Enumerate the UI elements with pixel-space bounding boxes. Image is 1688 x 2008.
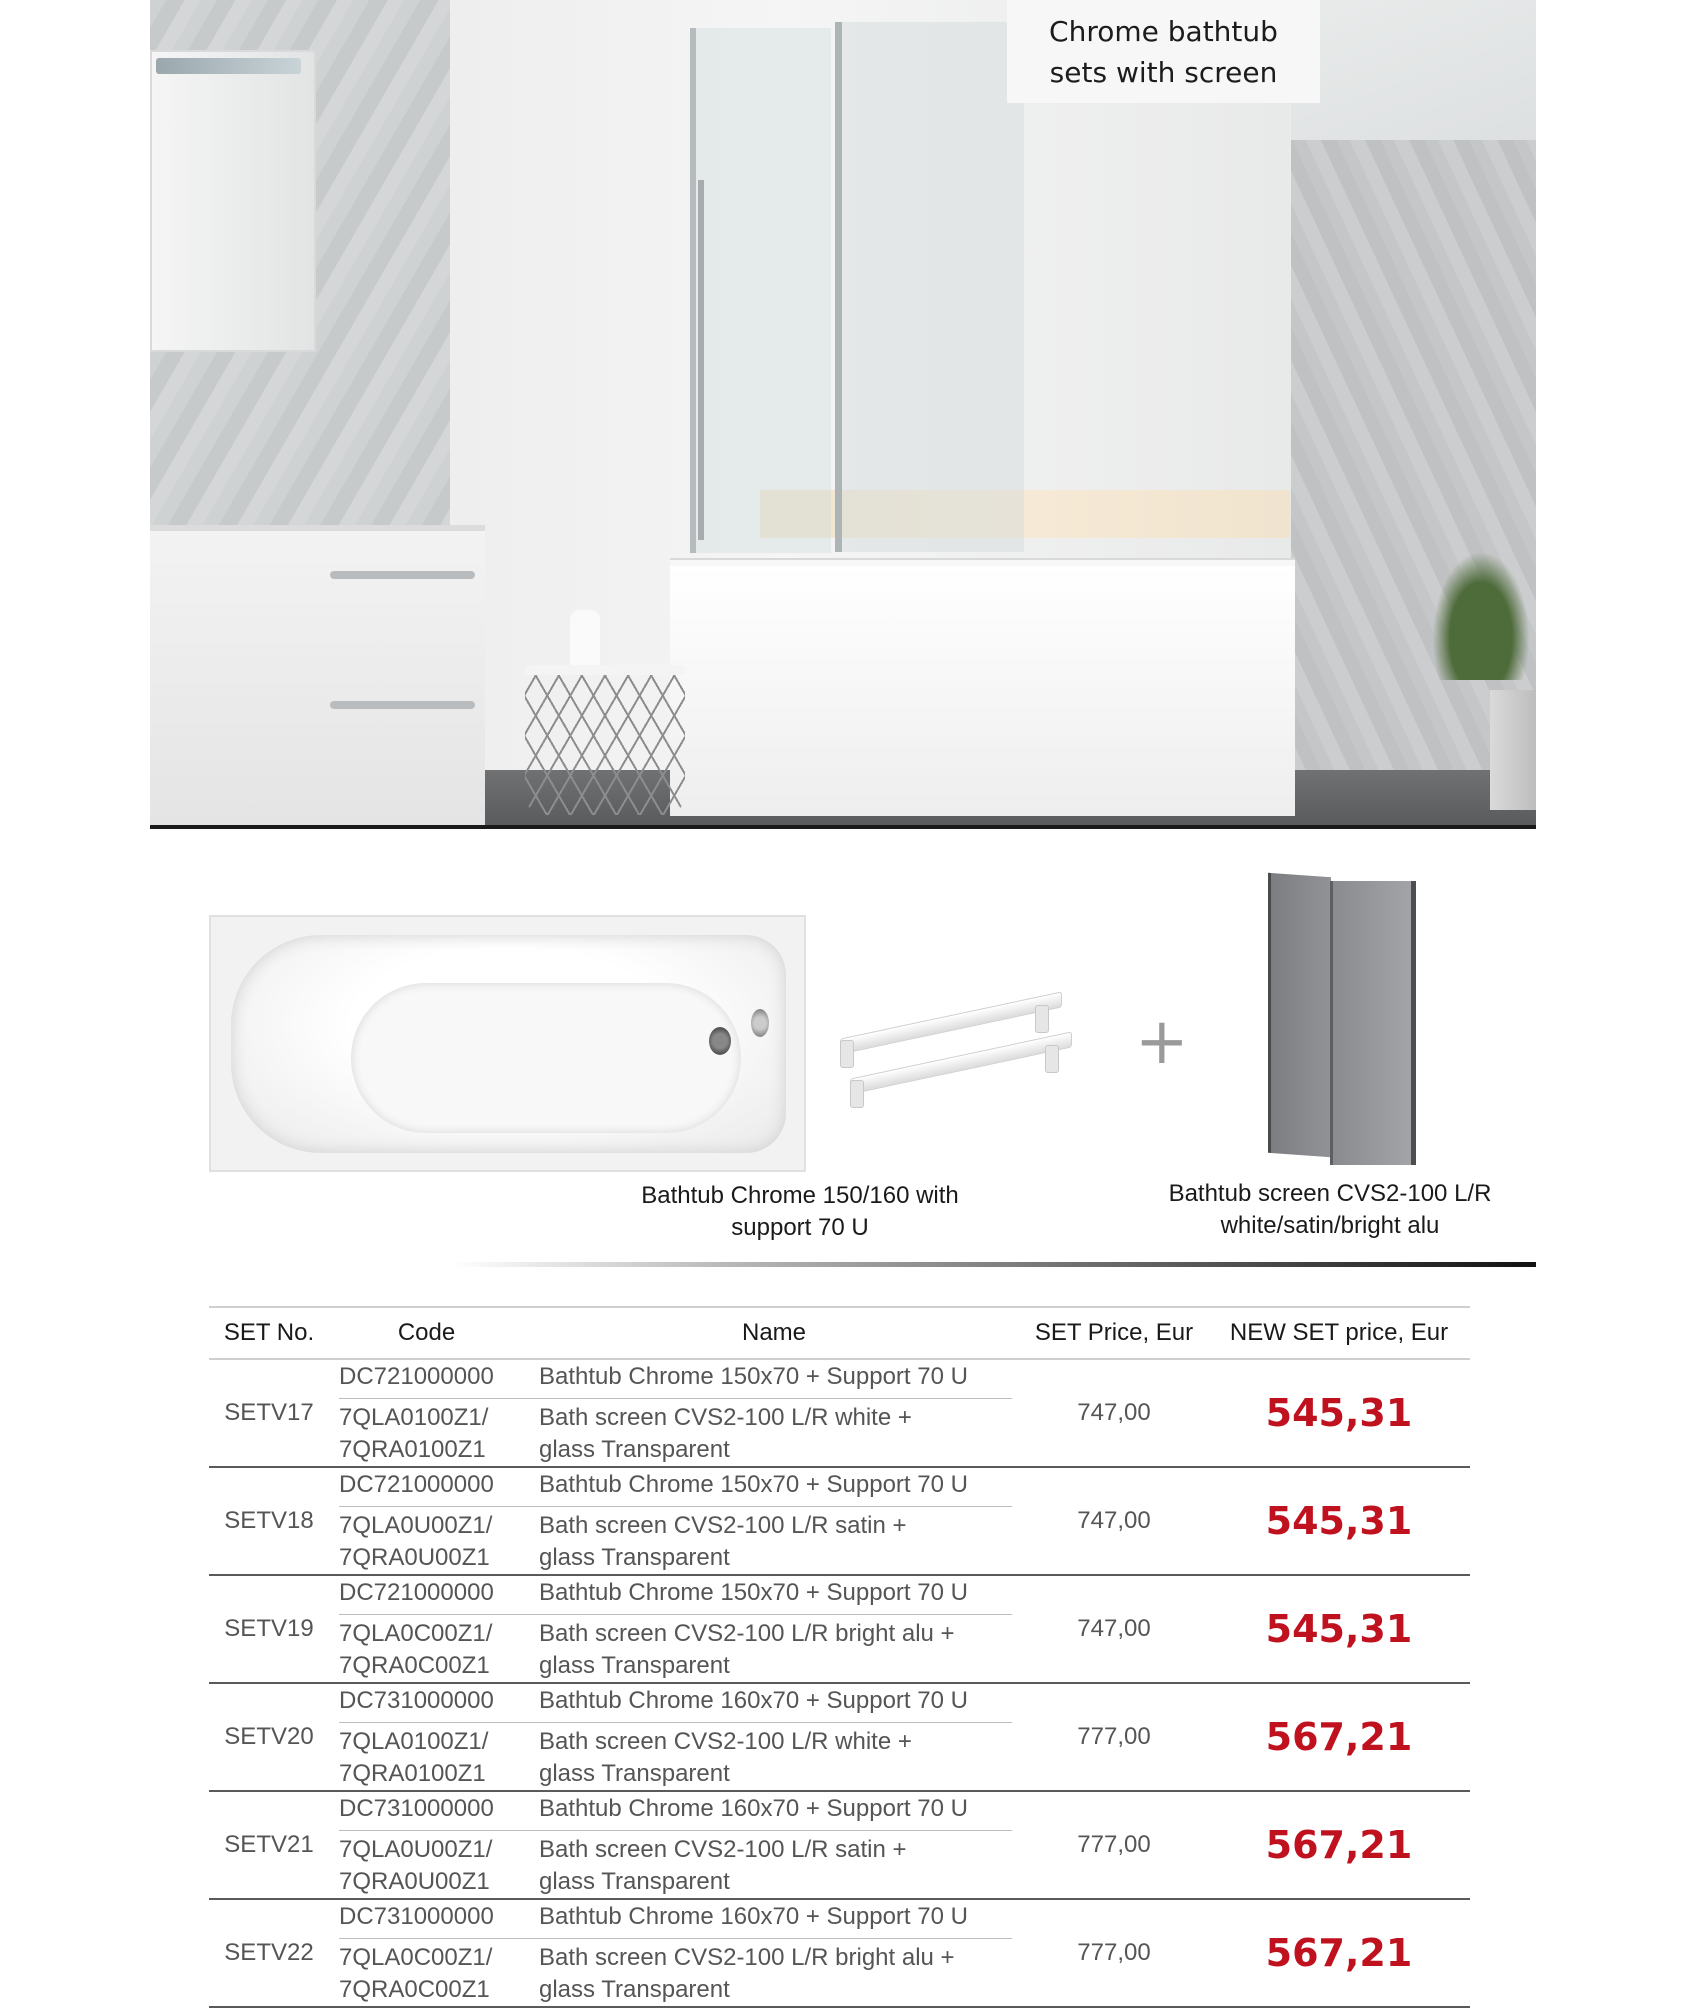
screen-code: 7QLA0C00Z1/ 7QRA0C00Z1: [339, 1944, 493, 2003]
set-number: SETV22: [224, 1939, 314, 1966]
header-name: Name: [741, 1319, 807, 1346]
overflow-icon: [751, 1009, 769, 1037]
bathtub-code: DC721000000: [339, 1471, 494, 1498]
set-price: 777,00: [1077, 1723, 1151, 1750]
row-separator: [339, 1938, 1012, 1939]
row-separator: [339, 1398, 1012, 1399]
new-set-price: 545,31: [1265, 1607, 1413, 1651]
row-separator: [339, 1722, 1012, 1723]
screen-panel-right: [1330, 881, 1416, 1165]
price-table: [209, 1306, 1470, 2008]
bathtub-name: Bathtub Chrome 160x70 + Support 70 U: [539, 1795, 968, 1822]
new-set-price: 567,21: [1265, 1715, 1413, 1759]
shower-rail: [698, 180, 704, 540]
screen-name: Bath screen CVS2-100 L/R white + glass Transparent: [539, 1728, 912, 1787]
support-frame-image: [820, 985, 1070, 1115]
section-divider: [452, 1262, 1536, 1267]
header-set-price: SET Price, Eur: [1034, 1319, 1194, 1346]
table-row: [209, 1468, 1470, 1576]
plus-icon: +: [1135, 1005, 1189, 1079]
set-price: 777,00: [1077, 1831, 1151, 1858]
support-leg: [850, 1080, 864, 1108]
set-price: 777,00: [1077, 1939, 1151, 1966]
table-row: [209, 1900, 1470, 2008]
bathtub-top-view-image: [209, 915, 806, 1172]
table-row: [209, 1792, 1470, 1900]
header-set-no: SET No.: [223, 1319, 315, 1346]
bathtub-code: DC721000000: [339, 1363, 494, 1390]
bathtub-name: Bathtub Chrome 160x70 + Support 70 U: [539, 1687, 968, 1714]
ceiling-slope: [1291, 0, 1536, 160]
new-set-price: 567,21: [1265, 1931, 1413, 1975]
bathtub-code: DC721000000: [339, 1579, 494, 1606]
drawer-handle: [330, 701, 475, 709]
support-leg: [1045, 1045, 1059, 1073]
support-leg: [840, 1040, 854, 1068]
set-number: SETV20: [224, 1723, 314, 1750]
vase: [570, 610, 600, 670]
set-number: SETV19: [224, 1615, 314, 1642]
bathtub-name: Bathtub Chrome 160x70 + Support 70 U: [539, 1903, 968, 1930]
screen-glass-swing: [835, 22, 1024, 552]
row-separator: [339, 1830, 1012, 1831]
bathtub-screen-image: [1268, 875, 1408, 1160]
screen-name: Bath screen CVS2-100 L/R satin + glass Transparent: [539, 1512, 907, 1571]
screen-panel-left: [1268, 873, 1331, 1157]
set-price: 747,00: [1077, 1507, 1151, 1534]
bathtub-code: DC731000000: [339, 1795, 494, 1822]
set-number: SETV18: [224, 1507, 314, 1534]
row-separator: [339, 1506, 1012, 1507]
set-number: SETV17: [224, 1399, 314, 1426]
mirror-cabinet: [150, 50, 316, 352]
header-new-set-price: NEW SET price, Eur: [1229, 1319, 1449, 1346]
screen-name: Bath screen CVS2-100 L/R white + glass Transparent: [539, 1404, 912, 1463]
set-price: 747,00: [1077, 1399, 1151, 1426]
screen-code: 7QLA0100Z1/ 7QRA0100Z1: [339, 1404, 489, 1463]
drawer-handle: [330, 571, 475, 579]
new-set-price: 567,21: [1265, 1823, 1413, 1867]
screen-name: Bath screen CVS2-100 L/R bright alu + glass Transparent: [539, 1944, 955, 2003]
table-row: [209, 1360, 1470, 1468]
screen-code: 7QLA0100Z1/ 7QRA0100Z1: [339, 1728, 489, 1787]
table-header: [209, 1306, 1470, 1360]
plant-pot: [1490, 690, 1536, 810]
set-number: SETV21: [224, 1831, 314, 1858]
table-row: [209, 1684, 1470, 1792]
bathtub-rim: [231, 935, 786, 1153]
drain-icon: [709, 1027, 731, 1055]
support-leg: [1035, 1005, 1049, 1033]
screen-glass-fixed: [690, 28, 831, 553]
hero-title-label: Chrome bathtub sets with screen: [1007, 0, 1320, 103]
bathtub-caption: Bathtub Chrome 150/160 with support 70 U: [641, 1182, 959, 1241]
mirror-light: [156, 58, 301, 74]
new-set-price: 545,31: [1265, 1499, 1413, 1543]
table-row: [209, 1576, 1470, 1684]
screen-code: 7QLA0C00Z1/ 7QRA0C00Z1: [339, 1620, 493, 1679]
screen-code: 7QLA0U00Z1/ 7QRA0U00Z1: [339, 1512, 493, 1571]
row-separator: [339, 1614, 1012, 1615]
bathtub-code: DC731000000: [339, 1687, 494, 1714]
screen-code: 7QLA0U00Z1/ 7QRA0U00Z1: [339, 1836, 493, 1895]
bathtub-name: Bathtub Chrome 150x70 + Support 70 U: [539, 1363, 968, 1390]
bathtub-code: DC731000000: [339, 1903, 494, 1930]
bathtub-front-panel: [670, 560, 1295, 816]
screen-caption: Bathtub screen CVS2-100 L/R white/satin/bright alu: [1168, 1180, 1492, 1239]
screen-name: Bath screen CVS2-100 L/R satin + glass Transparent: [539, 1836, 907, 1895]
wire-side-table: [525, 665, 685, 815]
screen-name: Bath screen CVS2-100 L/R bright alu + glass Transparent: [539, 1620, 955, 1679]
new-set-price: 545,31: [1265, 1391, 1413, 1435]
bathtub-name: Bathtub Chrome 150x70 + Support 70 U: [539, 1471, 968, 1498]
vanity-unit: [150, 525, 485, 829]
bathtub-name: Bathtub Chrome 150x70 + Support 70 U: [539, 1579, 968, 1606]
bathtub-basin: [351, 983, 741, 1133]
hero-photo: [150, 0, 1536, 829]
plant: [1426, 540, 1536, 680]
set-price: 747,00: [1077, 1615, 1151, 1642]
header-code: Code: [397, 1319, 456, 1346]
